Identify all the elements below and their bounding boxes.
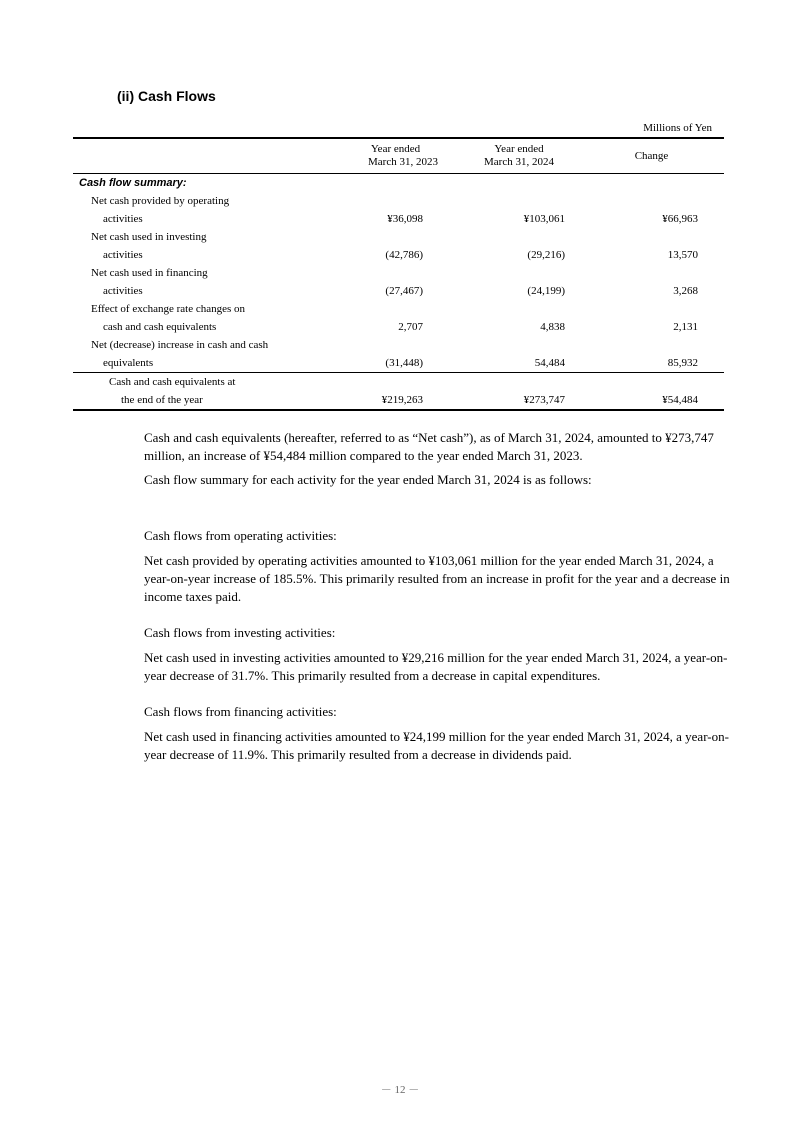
operating-text: Net cash provided by operating activities amounted to ¥103,061 million for the year ended March 31, 2024, a year-on-year increase of 185.5%. This primarily resulted from an increase in profit for the year and a decrease in income taxes paid. [144,553,730,604]
column-header-2024: Year ended March 31, 2024 [423,138,565,174]
table-row: activities ¥36,098 ¥103,061 ¥66,963 [103,213,698,225]
net-cash-paragraph: Cash and cash equivalents (hereafter, referred to as “Net cash”), as of March 31, 2024, amounted to ¥273,747 million, an increase of ¥54,484 million compared to the year ended March 31, 2023. [144,430,714,463]
cash-flow-summary-title: Cash flow summary: [79,177,187,189]
table-row: Effect of exchange rate changes on [91,303,246,315]
table-header-row [73,138,724,174]
header-blank [73,138,318,174]
table-row: Net cash used in investing [91,231,207,243]
unit-label: Millions of Yen [643,122,712,134]
table-row: Net cash provided by operating [91,195,230,207]
table-row: activities (42,786) (29,216) 13,570 [103,249,698,261]
investing-text: Net cash used in investing activities amounted to ¥29,216 million for the year ended March 31, 2024, a year-on-year decrease of 31.7%. This primarily resulted from a decrease in capital expenditures. [144,650,728,683]
financing-heading: Cash flows from financing activities: [144,704,337,719]
page-number: － 12 － [380,1084,420,1096]
total-row: Cash and cash equivalents at [73,373,724,392]
table-row: equivalents (31,448) 54,484 85,932 [103,357,698,369]
table-row: cash and cash equivalents 2,707 4,838 2,131 [103,321,698,333]
section-title-row [73,174,724,193]
column-header-2023: Year ended March 31, 2023 [318,138,423,174]
total-row: the end of the year ¥219,263 ¥273,747 ¥54,484 [73,391,724,410]
cash-flow-table [73,137,724,411]
table-row: Net (decrease) increase in cash and cash [91,339,269,351]
table-row: activities (27,467) (24,199) 3,268 [103,285,698,297]
table-row: Net cash used in financing [91,267,208,279]
operating-heading: Cash flows from operating activities: [144,528,337,543]
investing-heading: Cash flows from investing activities: [144,625,336,640]
section-heading: (ii) Cash Flows [117,88,216,104]
column-header-change: Change [565,138,724,174]
summary-intro-paragraph: Cash flow summary for each activity for the year ended March 31, 2024 is as follows: [144,472,592,487]
financing-text: Net cash used in financing activities amounted to ¥24,199 million for the year ended March 31, 2024, a year-on-year decrease of 11.9%. This primarily resulted from a decrease in dividends paid. [144,729,729,762]
